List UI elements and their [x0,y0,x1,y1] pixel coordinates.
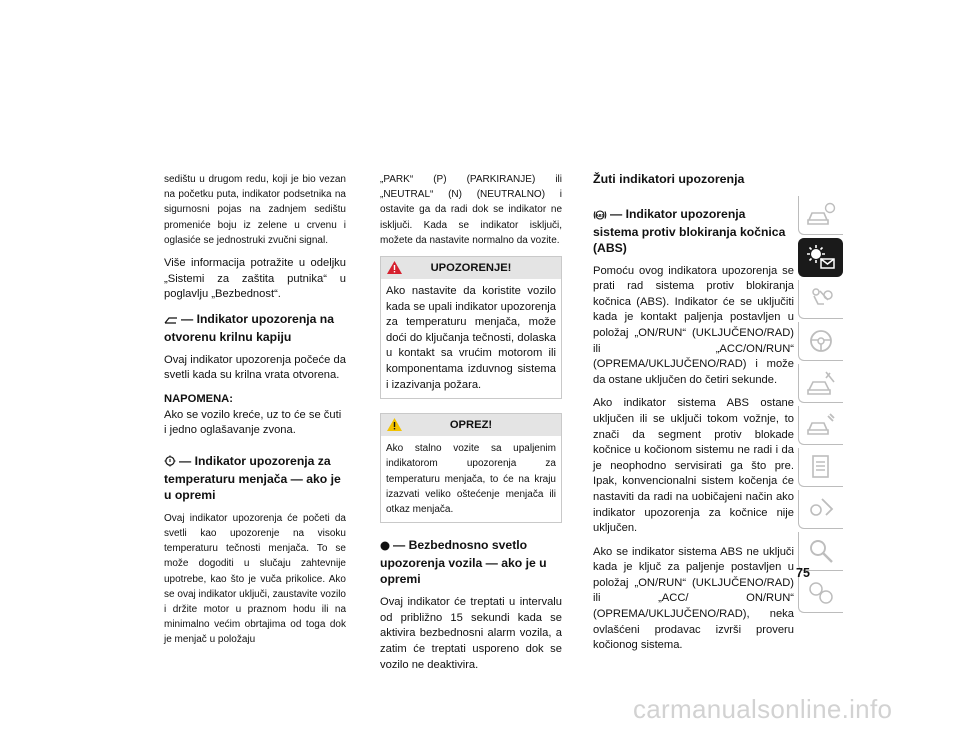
heading-liftgate [164,311,346,345]
paragraph: Ovaj indikator upozorenja počeće da svetli kada su krilna vrata otvorena. [164,353,346,382]
paragraph: Ovaj indikator će treptati u intervalu od približno 15 sekundi kada se aktivira bezbednosni alarm vozila, a zatim će treptati usporeno dok se vozilo ne deaktivira. [380,596,562,671]
warning-box [380,256,562,399]
note-text: Ako se vozilo kreće, uz to će se čuti i jedno oglašavanje zvona. [164,408,342,437]
heading-abs [593,206,794,256]
abs-icon [593,208,607,224]
car-service-icon[interactable] [798,406,843,445]
paragraph: Ako se indikator sistema ABS ne uključi kada je ključ za paljenje postavljen u položaj „ON/RUN“ (UKLJUČENO/RAD) ili „ACC/ ON/RUN“ (OPREMA/UKLJUČENO/RAD), neka ovlašćeni prodavac izvrši proveru kočionog sistema. [593,545,794,652]
paragraph: Više informacija potražite u odeljku „Sistemi za zaštita putnika“ u poglavlju „Bezbednost“. [164,257,346,301]
heading-transmission-temp [164,453,346,503]
svg-text:ABS: ABS [595,212,605,218]
left-column [164,172,346,656]
transmission-temp-icon [164,455,176,471]
airbag-icon[interactable] [798,280,843,319]
warning-body [381,279,561,398]
caution-box [380,413,562,523]
watermark: carmanualsonline.info [633,694,893,724]
warning-text: Ako nastavite da koristite vozilo kada se upali indikator upozorenja za temperaturu menjača, može doći do ključanja tečnosti, dolaska u kontakt sa vrućim motorom ili komponentama izduvnog sistema i izazivanja požara. [386,285,556,391]
paragraph: Ako indikator sistema ABS ostane uključen ili se uključi tokom vožnje, to znači da segment protiv blokade kočnice u kočionom sistemu ne radi i da je neophodno servisirati ga što pre. Ipak, konvencionalni sistem kočenja će nastaviti da radi na uobičajeni način ako indikator upozorenja za kočnice nije uključen. [593,397,794,535]
middle-column [380,172,562,681]
checklist-icon[interactable] [798,448,843,487]
dashboard-lights-icon[interactable] [798,238,843,277]
paragraph: „PARK“ (P) (PARKIRANJE) ili „NEUTRAL“ (N) (NEUTRALNO) i ostavite ga da radi dok se indikator ne isključi. Kada se indikator isključi, možete da nastavite normalno da vozite. [380,174,562,246]
paragraph: Pomoću ovog indikatora upozorenja se prati rad sistema protiv blokiranja kočnica (ABS). Indikator će se uključiti kada je kontakt paljenja postavljen u položaj „ON/RUN“ (UKLJUČENO/RAD) ili „ACC/ON/RUN“ (OPREMA/UKLJUČENO/RAD) i može da ostane uključen do četiri sekunde. [593,264,794,386]
paragraph: Ovaj indikator upozorenja će početi da svetli kao upozorenje na visoku temperaturu tečnosti menjača. To se može dogoditi u slučaju zahtevnije upotrebe, kao što je vuča prikolice. Ako se ovaj indikator uključi, zaustavite vozilo i držite motor u praznom hodu ili na minimalno većim obrtajima od toga dok je menjač u položaju [164,512,346,646]
heading-security-light [380,537,562,587]
car-crash-icon[interactable] [798,364,843,403]
heading-text: — Indikator upozorenja za temperaturu menjača — ako je u opremi [164,453,341,502]
heading-text: — Indikator upozorenja na otvorenu krilnu kapiju [164,311,335,344]
tools-icon[interactable] [798,490,843,529]
chapter-sidebar [798,196,842,616]
section-title: Žuti indikatori upozorenja [593,172,745,186]
security-light-icon [380,539,390,555]
caution-text: Ako stalno vozite sa upaljenim indikatorom upozorenja za temperaturu menjača, to će na kraju izazvati veliko oštećenje menjača ili otkaz menjača. [386,443,556,515]
right-column [593,172,794,662]
heading-text: — Bezbednosno svetlo upozorenja vozila — ako je u opremi [380,538,547,587]
warning-title: UPOZORENJE! [430,262,512,275]
caution-title: OPREZ! [449,419,493,432]
steering-wheel-icon[interactable] [798,322,843,361]
caution-header [381,414,561,436]
page-number: 75 [796,566,810,580]
caution-triangle-icon [386,417,403,440]
heading-text: — Indikator upozorenja sistema protiv blokiranja kočnica (ABS) [593,206,786,255]
note [164,392,346,439]
car-info-icon[interactable] [798,196,843,235]
warning-triangle-icon [386,260,403,283]
liftgate-icon [164,313,178,329]
warning-header [381,257,561,279]
paragraph: sedištu u drugom redu, koji je bio vezan na početku puta, indikator podsetnika na sigurnosni pojas na zadnjem sedištu promeniće boju iz zelene u crvenu i oglasiće se jednostruki zvučni signal. [164,174,346,246]
caution-body [381,436,561,522]
note-title: NAPOMENA: [164,392,233,405]
